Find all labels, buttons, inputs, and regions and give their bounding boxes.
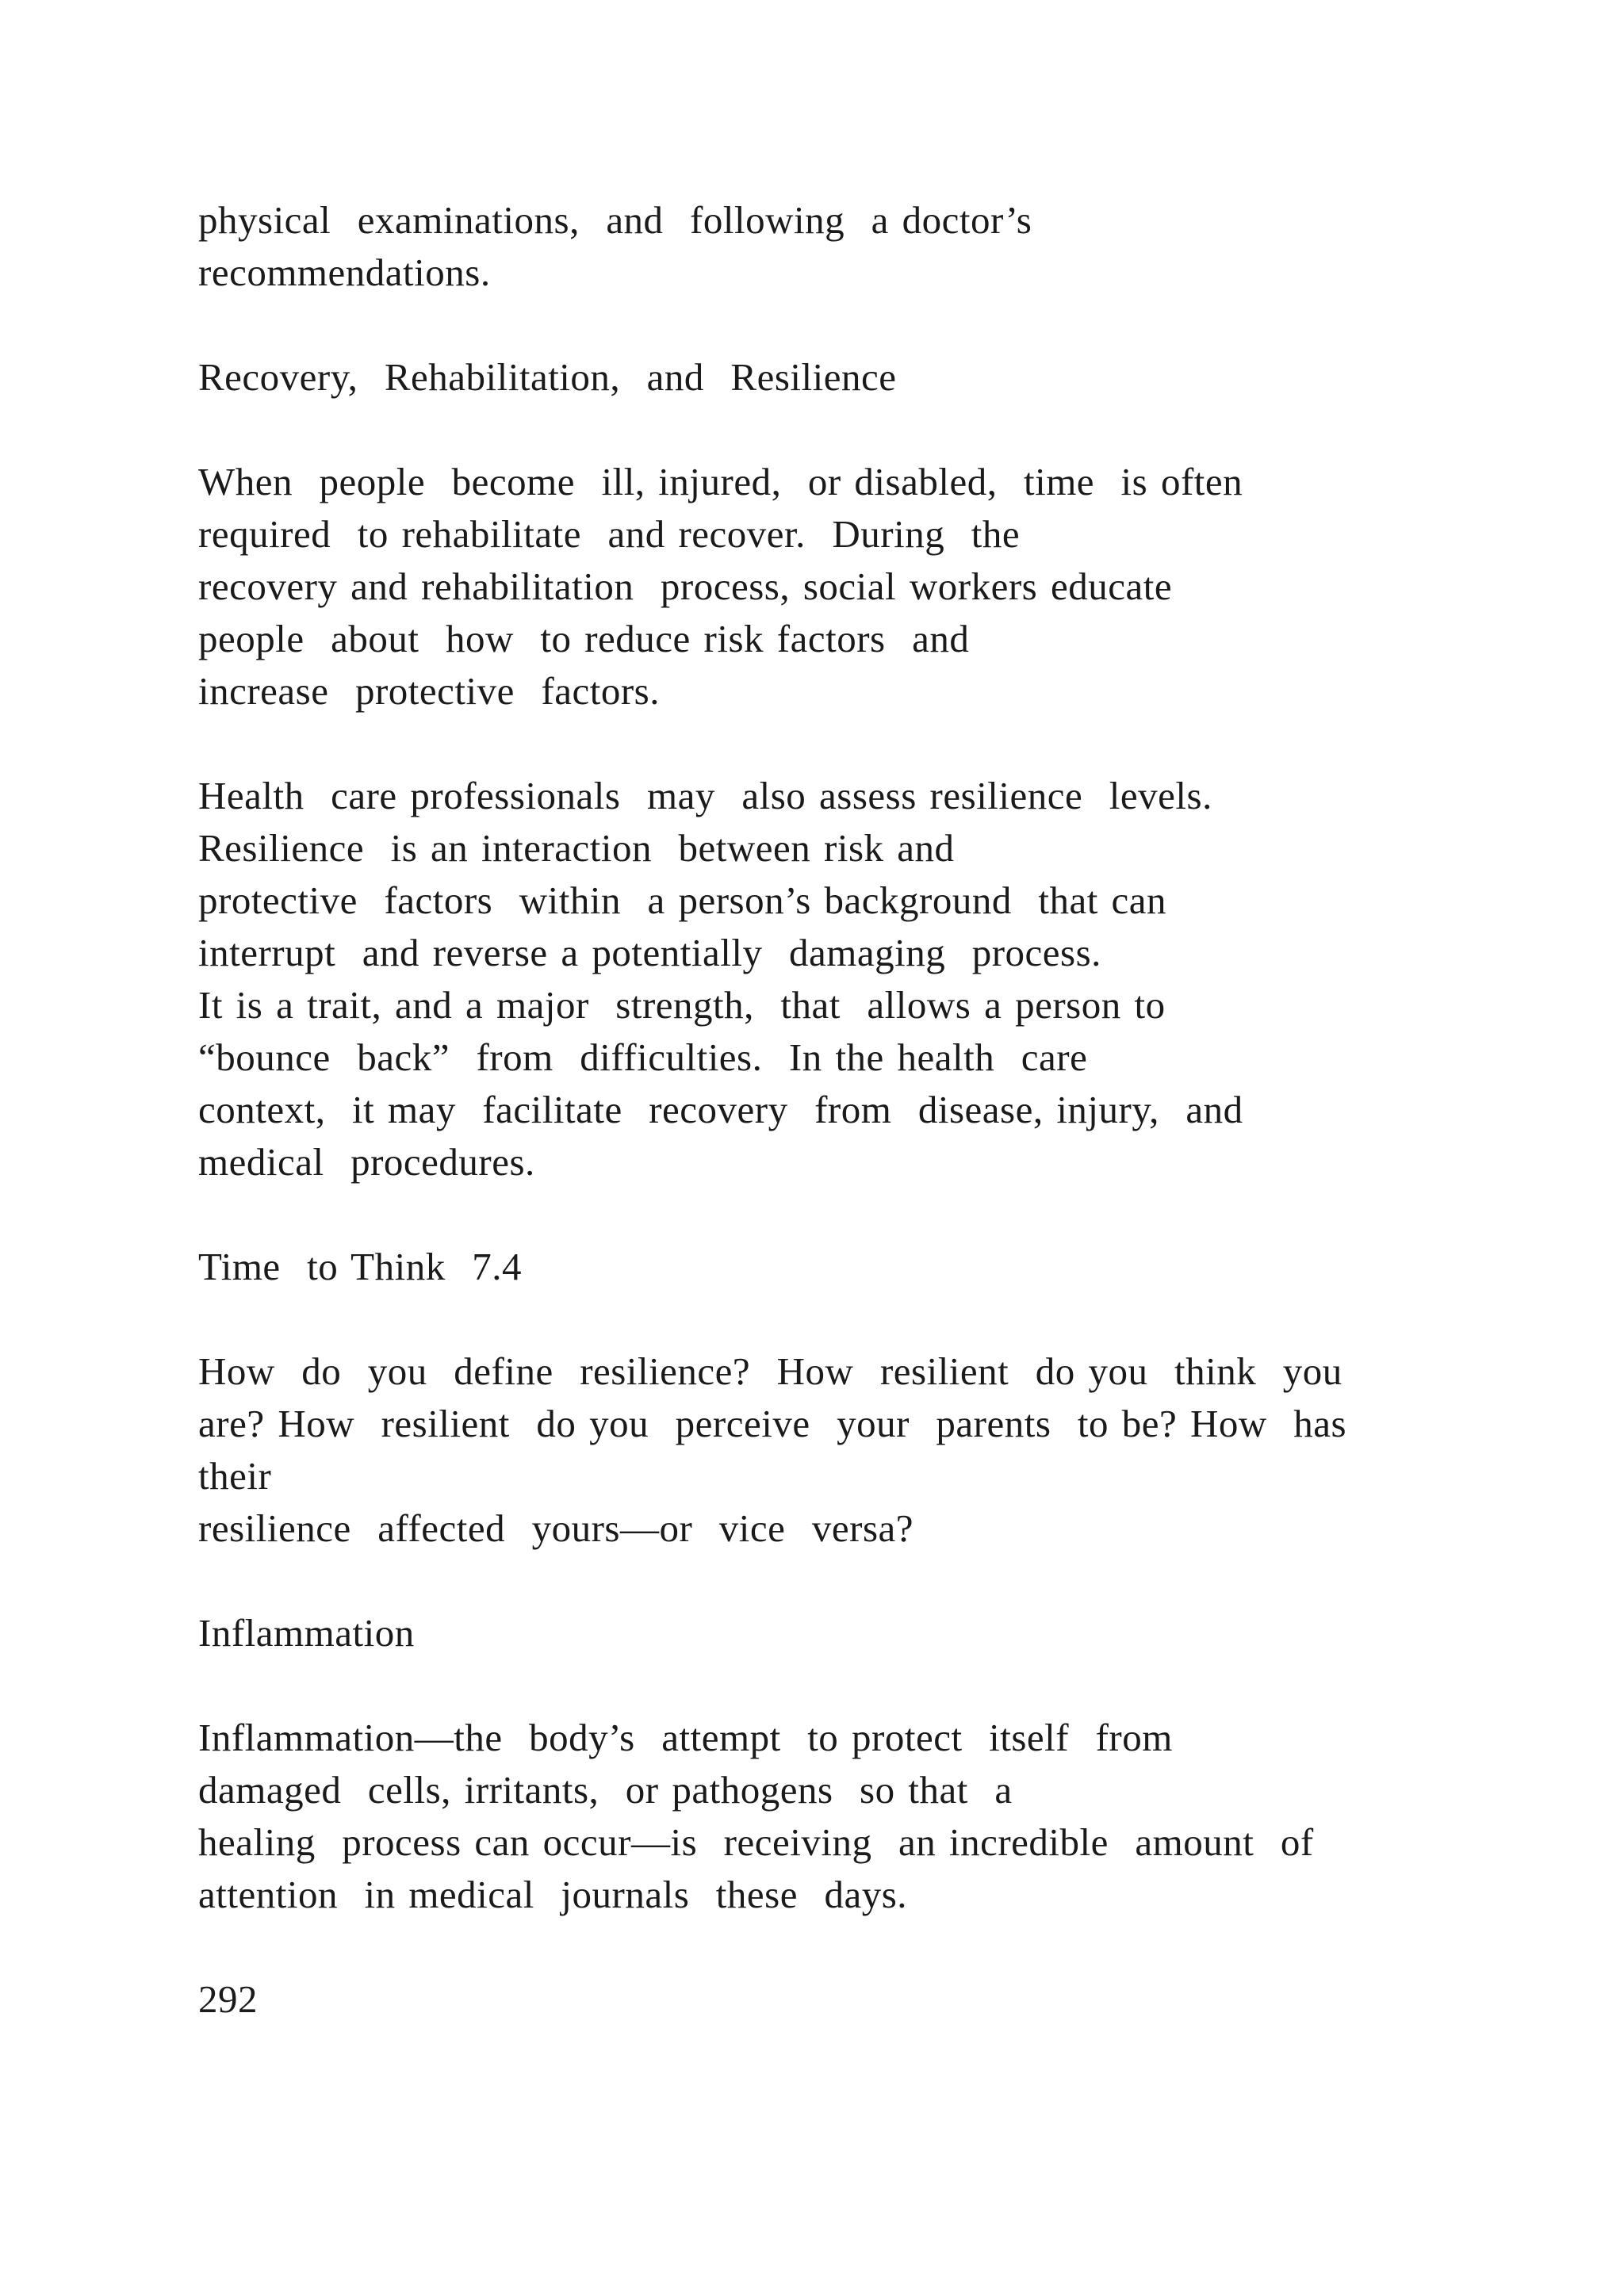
text-line: their — [198, 1454, 272, 1498]
text-line: resilience affected yours—or vice versa? — [198, 1506, 914, 1550]
section-heading: Recovery, Rehabilitation, and Resilience — [198, 355, 897, 399]
document-body — [198, 194, 1546, 2026]
paragraph-gap — [198, 404, 1546, 456]
paragraph-gap — [198, 718, 1546, 770]
text-line: How do you define resilience? How resilient do you think you — [198, 1349, 1342, 1393]
paragraph-inflammation — [198, 1712, 1546, 1921]
text-line: context, it may facilitate recovery from disease, injury, and — [198, 1088, 1243, 1131]
text-line: Resilience is an interaction between risk and — [198, 826, 955, 870]
text-line: recovery and rehabilitation process, social workers educate — [198, 564, 1173, 608]
text-line: protective factors within a person’s background that can — [198, 878, 1167, 922]
text-line: damaged cells, irritants, or pathogens so that a — [198, 1768, 1013, 1812]
page-number: 292 — [198, 1977, 258, 2021]
paragraph-gap — [198, 1188, 1546, 1241]
text-line: Health care professionals may also assess resilience levels. — [198, 774, 1212, 817]
text-line: required to rehabilitate and recover. During the — [198, 512, 1021, 556]
section-heading: Inflammation — [198, 1611, 415, 1655]
paragraph-gap — [198, 1293, 1546, 1345]
paragraph-resilience — [198, 770, 1546, 1188]
text-line: physical examinations, and following a doctor’s — [198, 198, 1032, 242]
paragraph-intro — [198, 194, 1546, 299]
text-line: people about how to reduce risk factors and — [198, 617, 970, 660]
heading-time-to-think — [198, 1241, 1546, 1293]
text-line: When people become ill, injured, or disabled, time is often — [198, 460, 1243, 503]
heading-recovery — [198, 351, 1546, 404]
paragraph-gap — [198, 1921, 1546, 1973]
paragraph-recovery — [198, 456, 1546, 718]
text-line: recommendations. — [198, 251, 491, 294]
text-line: Inflammation—the body’s attempt to protect itself from — [198, 1716, 1173, 1759]
text-line: interrupt and reverse a potentially damaging process. — [198, 931, 1101, 974]
text-line: “bounce back” from difficulties. In the health care — [198, 1035, 1088, 1079]
text-line: increase protective factors. — [198, 669, 660, 713]
paragraph-gap — [198, 299, 1546, 351]
heading-inflammation — [198, 1607, 1546, 1659]
paragraph-gap — [198, 1659, 1546, 1712]
text-line: healing process can occur—is receiving an incredible amount of — [198, 1820, 1314, 1864]
text-line: medical procedures. — [198, 1140, 535, 1184]
text-line: attention in medical journals these days. — [198, 1873, 908, 1916]
paragraph-questions — [198, 1345, 1546, 1555]
section-heading: Time to Think 7.4 — [198, 1245, 522, 1288]
text-line: are? How resilient do you perceive your parents to be? How has — [198, 1402, 1347, 1445]
paragraph-gap — [198, 1555, 1546, 1607]
text-line: It is a trait, and a major strength, that allows a person to — [198, 983, 1166, 1027]
